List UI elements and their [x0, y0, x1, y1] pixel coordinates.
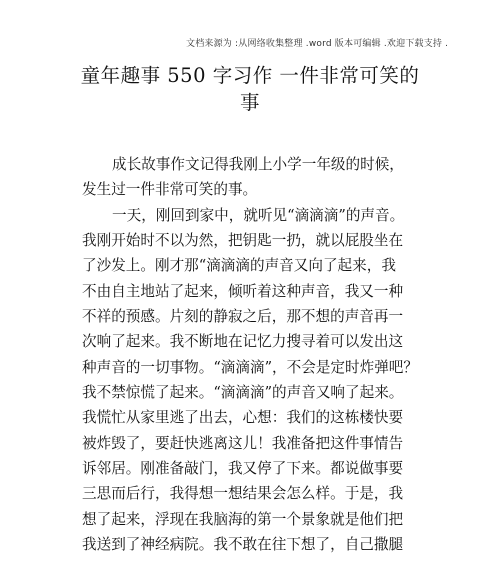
title-line-1: 童年趣事 550 字习作 一件非常可笑的 [80, 64, 420, 87]
text-line: 不祥的预感。片刻的静寂之后，那不想的声音再一 [82, 308, 404, 326]
text-line: 次响了起来。我不断地在记忆力搜寻着可以发出这 [82, 333, 404, 351]
text-line: 我慌忙从家里逃了出去，心想：我们的这栋楼快要 [82, 409, 404, 427]
text-line: 了沙发上。刚才那“滴滴滴的声音又向了起来，我 [82, 257, 396, 275]
text-line: 诉邻居。刚准备敲门，我又停了下来。都说做事要 [82, 460, 404, 478]
text-line: 成长故事作文记得我刚上小学一年级的时候， [112, 156, 404, 173]
text-line: 三思而后行，我得想一想结果会怎么样。于是，我 [82, 485, 404, 503]
title-line-2: 事 [239, 91, 260, 114]
body-text [82, 152, 422, 558]
text-line: 想了起来，浮现在我脑海的第一个景象就是他们把 [82, 510, 404, 528]
text-line: 被炸毁了，要赶快逃离这儿！我准备把这件事情告 [82, 434, 404, 452]
text-line: 一天，刚回到家中，就听见“滴滴滴”的声音。 [112, 206, 405, 224]
text-line: 不由自主地站了起来，倾听着这种声音，我又一种 [82, 282, 404, 300]
text-line: 我刚开始时不以为然，把钥匙一扔，就以屁股坐在 [82, 232, 404, 250]
text-line: 发生过一件非常可笑的事。 [82, 181, 258, 199]
header-note: 文档来源为 :从网络收集整理 .word 版本可编辑 .欢迎下载支持 . [186, 39, 449, 49]
text-line: 种声音的一切事物。“滴滴滴”，不会是定时炸弹吧？ [82, 358, 418, 376]
text-line: 我送到了神经病院。我不敢在往下想了，自己撒腿 [82, 536, 404, 554]
text-line: 我不禁惊慌了起来。“滴滴滴”的声音又响了起来。 [82, 384, 404, 402]
document-title [60, 62, 440, 116]
